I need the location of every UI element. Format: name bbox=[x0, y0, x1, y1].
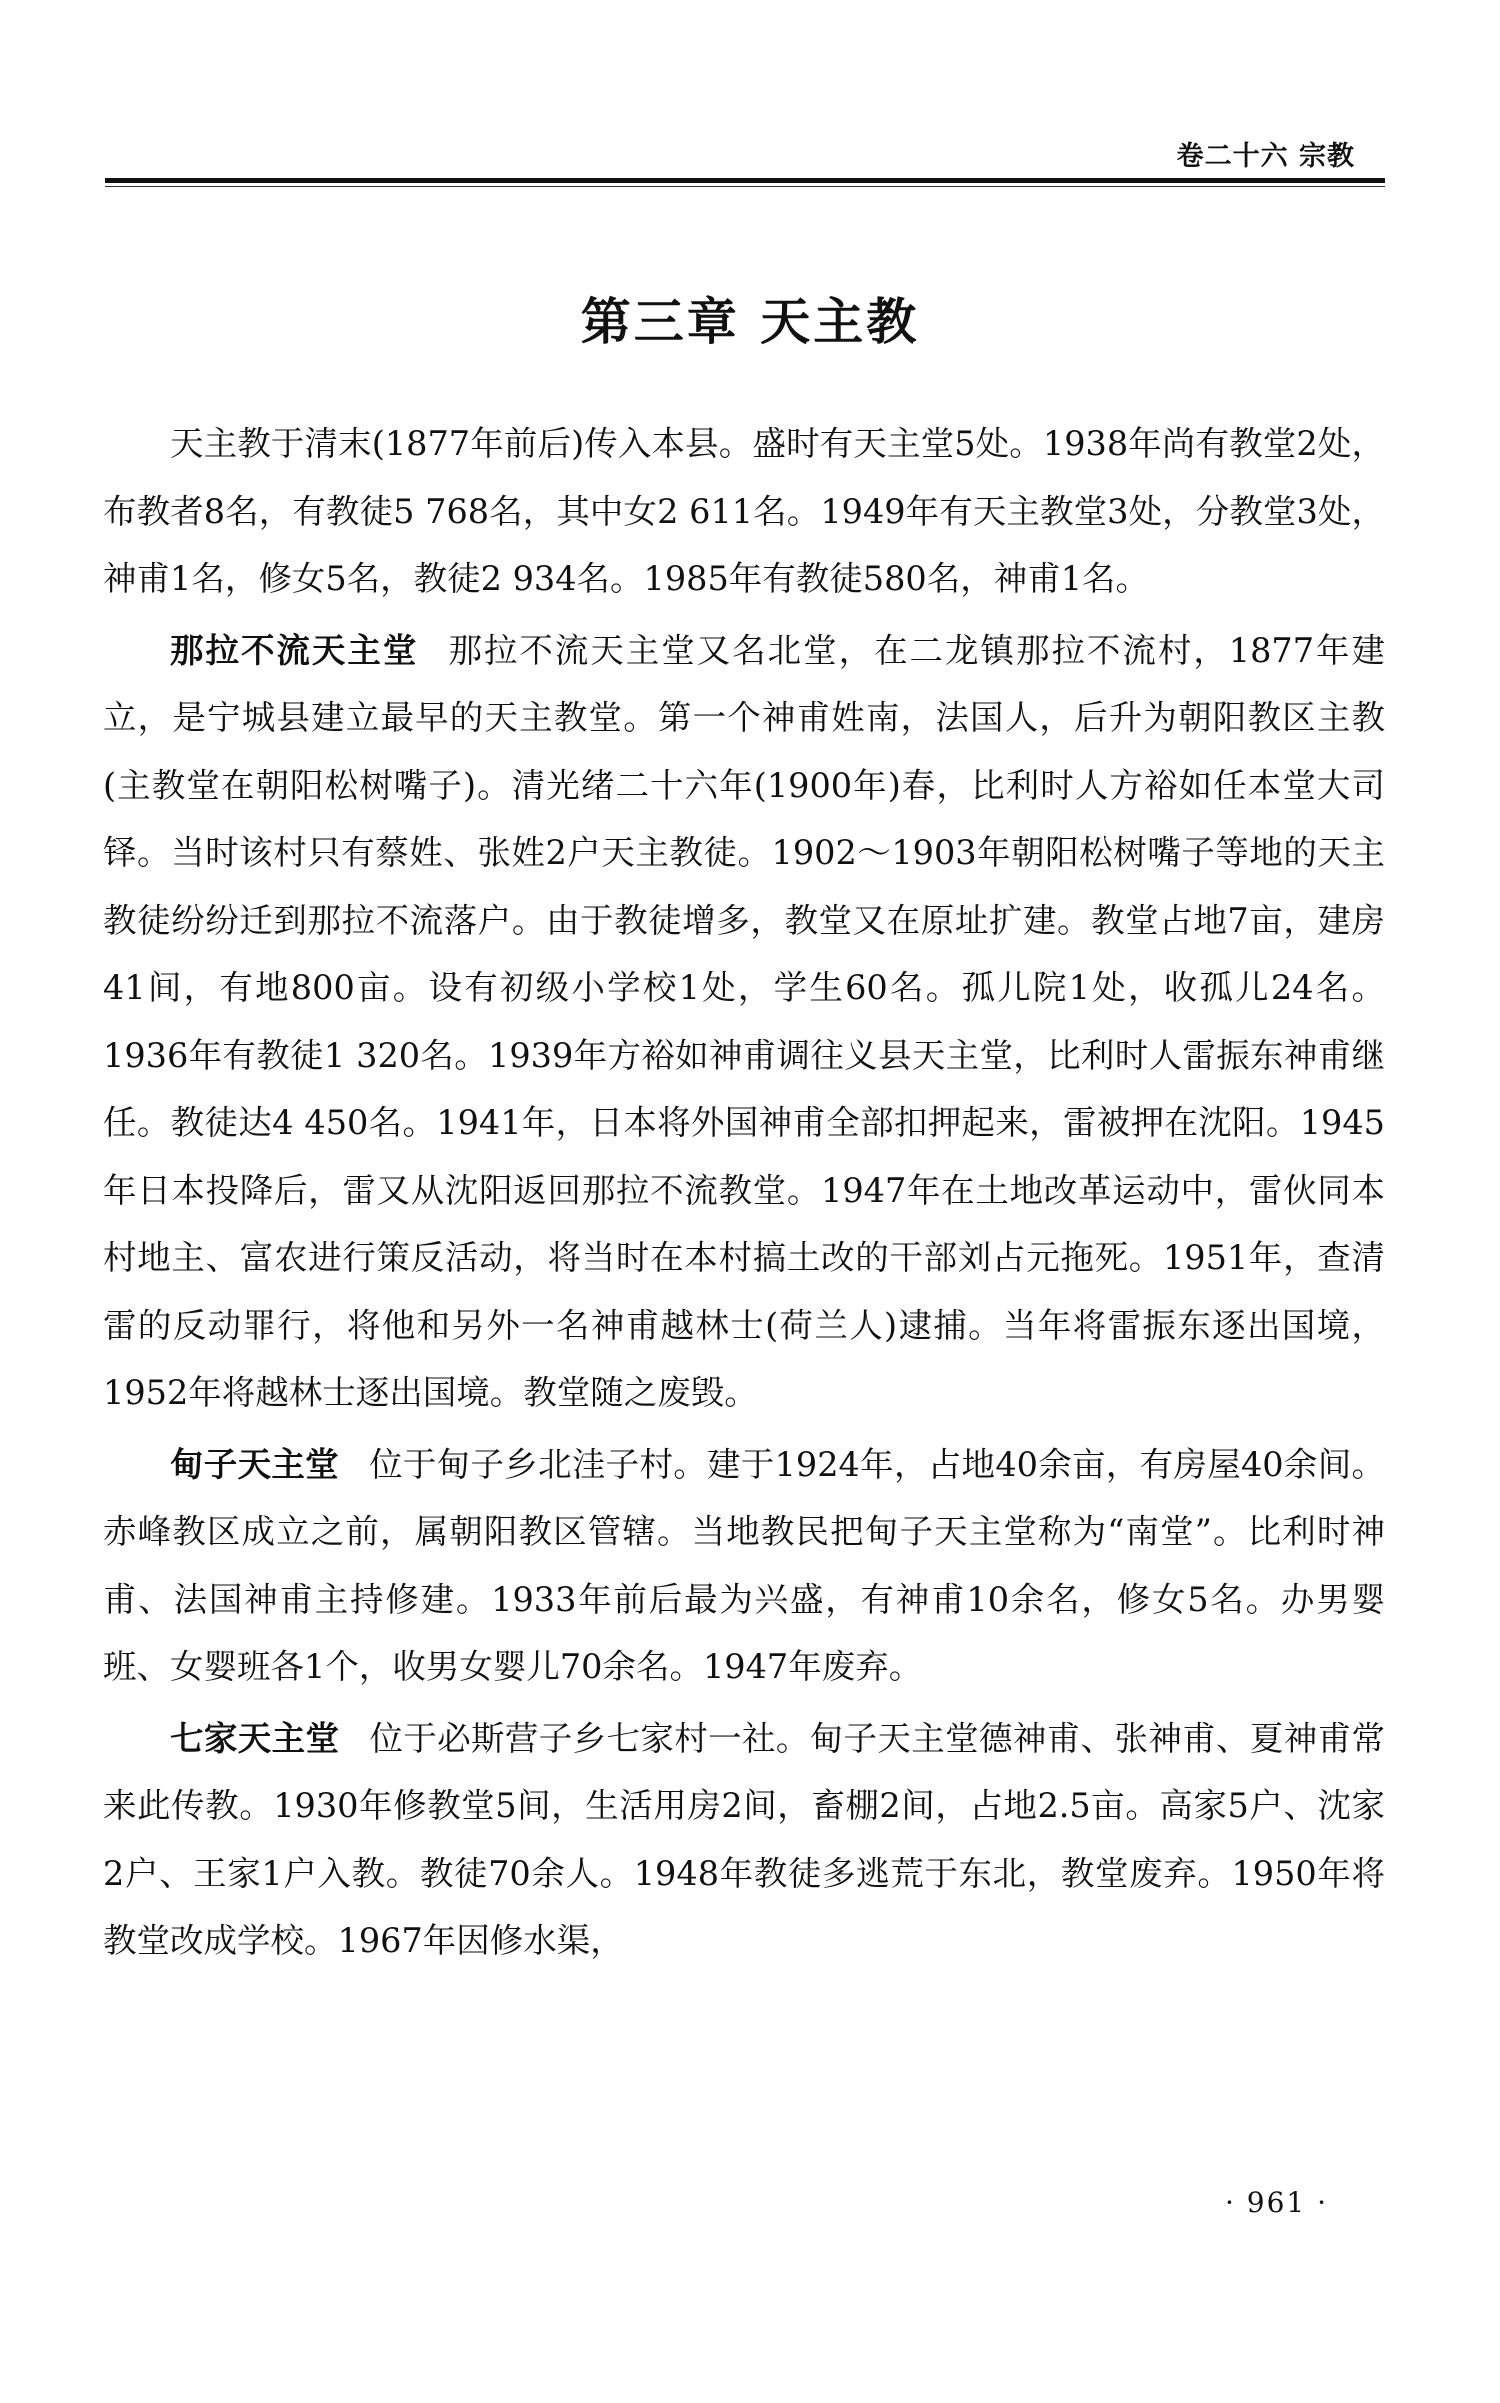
page-number: · 961 · bbox=[1225, 2186, 1329, 2219]
section-paragraph-nalabuliu bbox=[103, 617, 1385, 1427]
section-heading: 甸子天主堂 bbox=[170, 1444, 339, 1484]
body-text bbox=[103, 410, 1385, 1975]
section-paragraph-qijia bbox=[103, 1705, 1385, 1975]
header-rule bbox=[105, 186, 1385, 187]
section-heading: 七家天主堂 bbox=[170, 1718, 340, 1758]
running-title: 卷二十六 宗教 bbox=[1176, 141, 1355, 172]
section-text: 那拉不流天主堂又名北堂，在二龙镇那拉不流村，1877年建立，是宁城县建立最早的天主教堂。第一个神甫姓南，法国人，后升为朝阳教区主教(主教堂在朝阳松树嘴子)。清光绪二十六年(1900年)春，比利时人方裕如任本堂大司铎。当时该村只有蔡姓、张姓2户天主教徒。1902～1903年朝阳松树嘴子等地的天主教徒纷纷迁到那拉不流落户。由于教徒增多，教堂又在原址扩建。教堂占地7亩，建房41间，有地800亩。设有初级小学校1处，学生60名。孤儿院1处，收孤儿24名。1936年有教徒1 320名。1939年方裕如神甫调往义县天主堂，比利时人雷振东神甫继任。教徒达4 450名。1941年，日本将外国神甫全部扣押起来，雷被押在沈阳。1945年日本投降后，雷又从沈阳返回那拉不流教堂。1947年在土地改革运动中，雷伙同本村地主、富农进行策反活动，将当时在本村搞土改的干部刘占元拖死。1951年，查清雷的反动罪行，将他和另外一名神甫越林士(荷兰人)逮捕。当年将雷振东逐出国境，1952年将越林士逐出国境。教堂随之废毁。 bbox=[103, 630, 1385, 1412]
running-header bbox=[105, 128, 1385, 183]
section-paragraph-dianzi bbox=[103, 1431, 1385, 1701]
chapter-title: 第三章 天主教 bbox=[580, 293, 920, 351]
section-heading: 那拉不流天主堂 bbox=[170, 630, 419, 670]
intro-paragraph: 天主教于清末(1877年前后)传入本县。盛时有天主堂5处。1938年尚有教堂2处，布教者8名，有教徒5 768名，其中女2 611名。1949年有天主教堂3处，分教堂3处，神甫1名，修女5名，教徒2 934名。1985年有教徒580名，神甫1名。 bbox=[103, 424, 1385, 598]
section-text: 位于甸子乡北洼子村。建于1924年，占地40余亩，有房屋40余间。赤峰教区成立之前，属朝阳教区管辖。当地教民把甸子天主堂称为“南堂”。比利时神甫、法国神甫主持修建。1933年前后最为兴盛，有神甫10余名，修女5名。办男婴班、女婴班各1个，收男女婴儿70余名。1947年废弃。 bbox=[103, 1444, 1386, 1686]
section-text: 位于必斯营子乡七家村一社。甸子天主堂德神甫、张神甫、夏神甫常来此传教。1930年修教堂5间，生活用房2间，畜棚2间，占地2.5亩。高家5户、沈家2户、王家1户入教。教徒70余人。1948年教徒多逃荒于东北，教堂废弃。1950年将教堂改成学校。1967年因修水渠， bbox=[103, 1718, 1386, 1960]
